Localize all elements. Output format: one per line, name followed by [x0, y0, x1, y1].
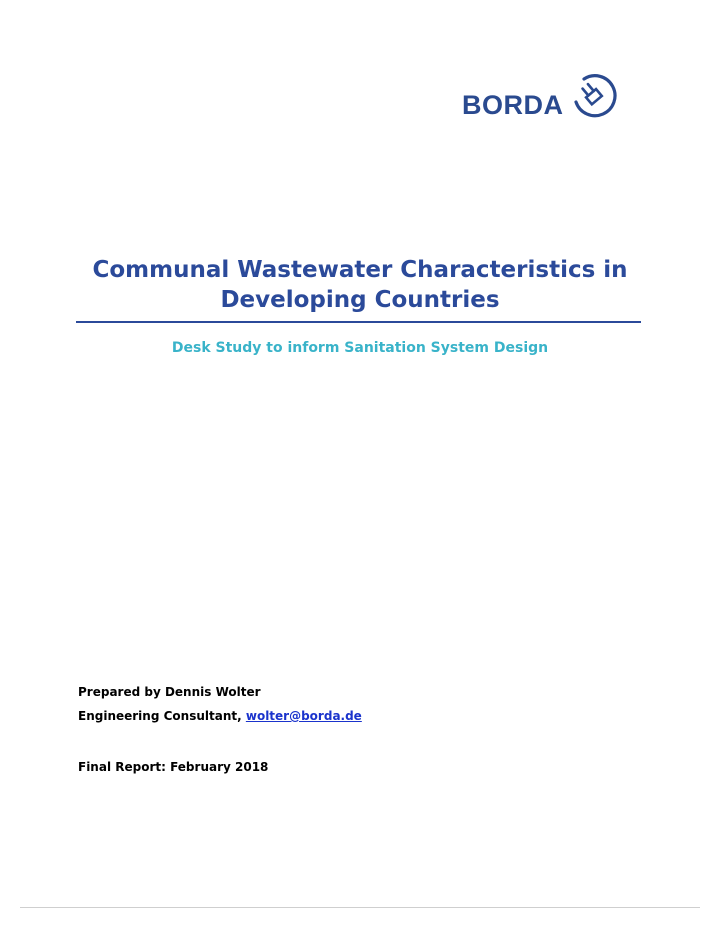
title-underline — [76, 321, 641, 323]
author-role-line — [78, 709, 362, 723]
author-role: Engineering Consultant, — [78, 709, 246, 723]
prepared-by: Prepared by Dennis Wolter — [78, 685, 261, 699]
title-line-1: Communal Wastewater Characteristics in — [92, 257, 628, 283]
document-title — [40, 255, 680, 315]
borda-emblem-icon — [570, 72, 618, 120]
borda-logo — [462, 72, 622, 124]
logo-text: BORDA — [462, 90, 564, 120]
title-line-2: Developing Countries — [220, 287, 500, 313]
document-subtitle: Desk Study to inform Sanitation System Design — [171, 340, 549, 356]
author-email-link[interactable]: wolter@borda.de — [245, 709, 362, 723]
footer-divider — [20, 907, 700, 908]
report-date: Final Report: February 2018 — [78, 760, 269, 774]
